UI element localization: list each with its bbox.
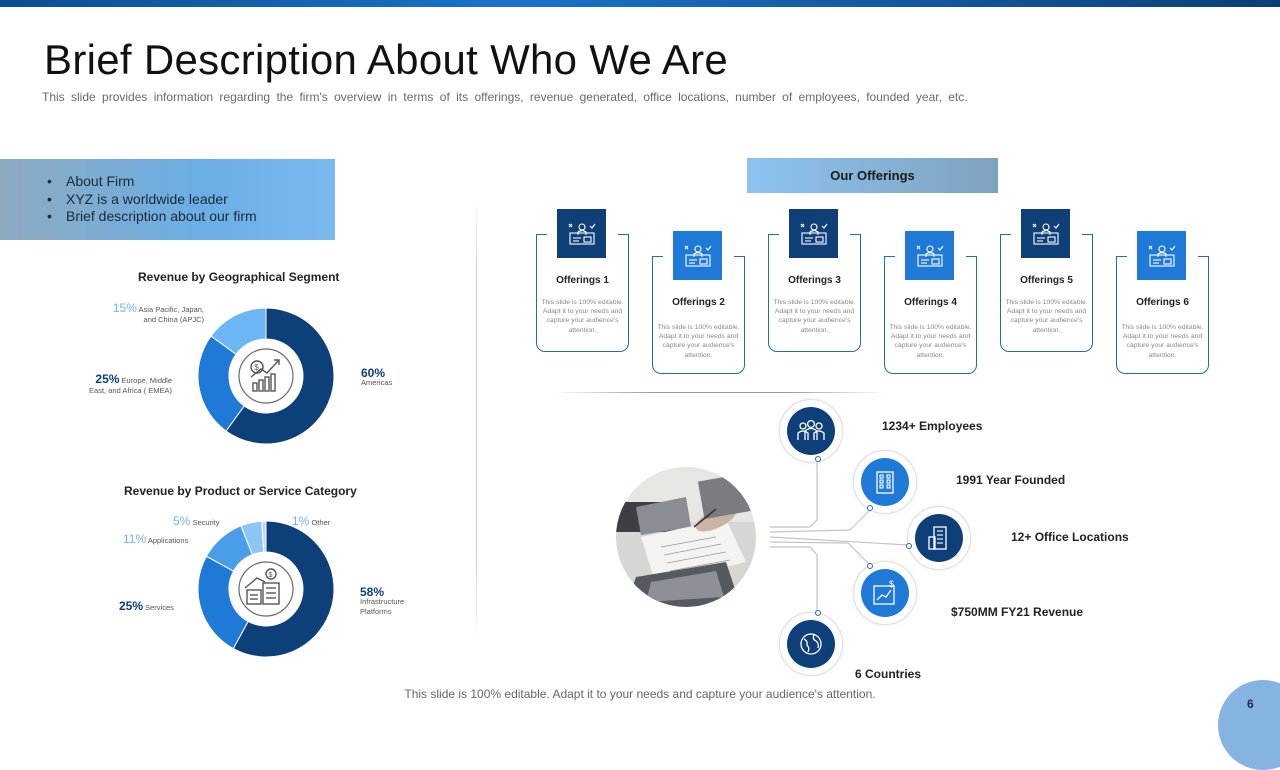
product-slice-2: [198, 556, 248, 648]
svg-text:$: $: [268, 572, 273, 579]
connector-dot: [867, 505, 873, 511]
stat-year-founded: [853, 450, 917, 514]
svg-text:$: $: [254, 363, 259, 372]
geo-label-emea: 25% Europe, Middle East, and Africa ( EMEA): [89, 372, 172, 395]
connector-dot: [815, 610, 821, 616]
geo-chart-title: Revenue by Geographical Segment: [138, 270, 340, 284]
presentation-icon: [673, 231, 722, 280]
stat-office-locations: [907, 506, 971, 570]
geo-donut-chart: [195, 305, 337, 447]
about-item: • About Firm: [66, 173, 335, 191]
revenue-icon: [861, 569, 909, 617]
product-label-infrastructure: 58% Infrastructure Platforms: [360, 585, 405, 616]
stat-revenue: [853, 561, 917, 625]
globe-icon: [787, 620, 835, 668]
presentation-icon: [905, 231, 954, 280]
about-item: • XYZ is a worldwide leader: [66, 191, 335, 209]
page-subtitle: This slide provides information regarding the firm's overview in terms of its offerings, revenue generated, office locations, number of employees, founded year, etc.: [42, 90, 968, 104]
about-item: • Brief description about our firm: [66, 208, 335, 226]
connector-dot: [815, 456, 821, 462]
offering-title: Offerings 2: [672, 297, 725, 308]
geo-center-circle: [239, 349, 293, 403]
svg-text:$: $: [889, 579, 895, 589]
page-number: 6: [1247, 697, 1254, 711]
presentation-icon: [1021, 209, 1070, 258]
offerings-header: Our Offerings: [747, 158, 998, 193]
product-label-other: 1% Other: [292, 514, 331, 528]
offering-text: This slide is 100% editable. Adapt it to your needs and capture your audience's attention.: [657, 324, 740, 359]
product-chart-title: Revenue by Product or Service Category: [124, 484, 357, 498]
connector-dot: [906, 543, 912, 549]
offering-title: Offerings 6: [1136, 297, 1189, 308]
connector-dot: [867, 563, 873, 569]
offering-text: This slide is 100% editable. Adapt it to your needs and capture your audience's attention.: [889, 324, 972, 359]
product-label-security: 5% Security: [173, 514, 220, 528]
employees-icon: [787, 407, 835, 455]
offering-text: This slide is 100% editable. Adapt it to your needs and capture your audience's attention.: [541, 299, 624, 334]
stat-countries-label: 6 Countries: [855, 667, 922, 681]
product-donut-chart: [195, 518, 337, 660]
stat-year-founded-label: 1991 Year Founded: [956, 473, 1066, 487]
product-label-applications: 11% Applications: [123, 532, 189, 546]
office-icon: [915, 514, 963, 562]
stat-office-locations-label: 12+ Office Locations: [1011, 530, 1129, 544]
footer-text: This slide is 100% editable. Adapt it to your needs and capture your audience's attention.: [404, 687, 876, 701]
stat-employees: [779, 399, 843, 463]
offering-title: Offerings 1: [556, 275, 609, 286]
product-center-circle: [239, 562, 293, 616]
geo-label-americas: 60% Americas: [361, 366, 393, 387]
presentation-icon: [789, 209, 838, 258]
offering-text: This slide is 100% editable. Adapt it to your needs and capture your audience's attention.: [773, 299, 856, 334]
offering-text: This slide is 100% editable. Adapt it to your needs and capture your audience's attention.: [1005, 299, 1088, 334]
about-box: [0, 159, 335, 240]
workspace-photo: [616, 467, 756, 607]
offering-title: Offerings 4: [904, 297, 957, 308]
geo-label-apjc: 15% Asia Pacific, Japan, and China (APJC): [112, 301, 204, 324]
about-list: [0, 159, 335, 226]
product-label-services: 25% Services: [119, 599, 174, 613]
presentation-icon: [1137, 231, 1186, 280]
offering-title: Offerings 5: [1020, 275, 1073, 286]
stat-revenue-label: $750MM FY21 Revenue: [951, 605, 1084, 619]
stat-employees-label: 1234+ Employees: [882, 419, 983, 433]
building-icon: [861, 458, 909, 506]
offering-title: Offerings 3: [788, 275, 841, 286]
offering-text: This slide is 100% editable. Adapt it to your needs and capture your audience's attention.: [1121, 324, 1204, 359]
top-accent-bar: [0, 0, 1280, 7]
horizontal-divider: [552, 392, 888, 393]
presentation-icon: [557, 209, 606, 258]
page-title: Brief Description About Who We Are: [44, 36, 729, 83]
vertical-divider: [476, 195, 477, 640]
stat-countries: [779, 612, 843, 676]
